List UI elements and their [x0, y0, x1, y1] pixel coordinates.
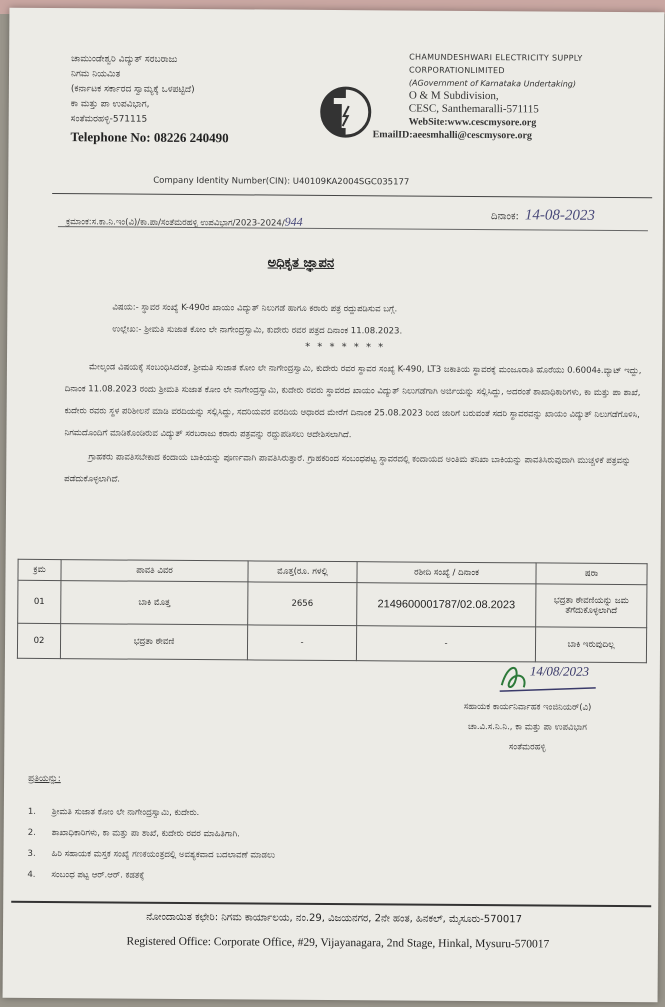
table-cell: ಭದ್ರತಾ ಠೇವಣಿ — [60, 624, 247, 660]
header-left — [71, 52, 322, 146]
govt-undertaking-kannada: (ಕರ್ನಾಟಕ ಸರ್ಕಾರದ ಸ್ವಾಮ್ಯಕ್ಕೆ ಒಳಪಟ್ಟಿದೆ) — [70, 84, 195, 96]
company-name-2: CORPORATIONLIMITED — [409, 65, 505, 76]
telephone: Telephone No: 08226 240490 — [70, 129, 229, 146]
table-header-cell: ಕ್ರಮ — [18, 559, 61, 580]
memo-title: ಅಧಿಕೃತ ಜ್ಞಾಪನ — [267, 255, 335, 271]
memo-body — [64, 356, 650, 496]
address-kannada: ಸಂತೆಮರಹಳ್ಳಿ-571115 — [70, 114, 148, 125]
letter-date: ದಿನಾಂಕ: 14-08-2023 — [490, 207, 595, 224]
table-row — [17, 623, 646, 662]
org-name-kannada: ಚಾಮುಂಡೇಶ್ವರಿ ವಿದ್ಯುತ್ ಸರಬರಾಜು — [71, 54, 178, 65]
copies-heading: ಪ್ರತಿಯನ್ನು: — [28, 773, 61, 785]
table-header-cell: ಮೊತ್ತ(ರೂ. ಗಳಲ್ಲಿ — [248, 561, 357, 583]
table-cell: - — [356, 626, 535, 662]
list-item: 4. ಸಂಬಂಧ ಪಟ್ಟ ಆರ್.ಆರ್. ಕಡತಕ್ಕೆ — [27, 869, 145, 881]
table-row — [18, 580, 647, 627]
address: CESC, Santhemaralli-571115 — [408, 102, 539, 116]
subject-block — [112, 296, 632, 344]
separator-stars: * * * * * * * — [305, 341, 386, 354]
table-cell: 2656 — [248, 582, 357, 626]
list-item: 3. ಹಿರಿ ಸಹಾಯಕ ಮಸ್ತಕ ಸಂಖ್ಯೆ ಗಣಕಯಂತ್ರದಲ್ಲಿ ಅವಶ್ಯಕವಾದ ಬದಲಾವಣೆ ಮಾಡಲು — [27, 848, 276, 861]
footer-kannada: ನೋಂದಾಯಿತ ಕಛೇರಿ: ನಿಗಮ ಕಾರ್ಯಾಲಯ, ನಂ.29, ವಿಜಯನಗರ, 2ನೇ ಹಂತ, ಹಿನಕಲ್, ಮೈಸೂರು-570017 — [146, 911, 522, 926]
signature-date: 14/08/2023 — [529, 663, 590, 679]
cesc-logo — [318, 84, 374, 140]
copies-list — [27, 802, 628, 890]
table-cell: - — [247, 625, 356, 661]
designation-line-3: ಸಂತೆಮರಹಳ್ಳಿ — [508, 742, 546, 753]
email: EmailID:aeesmhalli@cescmysore.org — [372, 129, 532, 142]
header-divider — [52, 193, 652, 198]
table-cell: ಭದ್ರತಾ ಠೇವಣಿಯನ್ನು ಜಮ ತೆಗೆದುಕೊಳ್ಳಲಾಗಿದೆ — [536, 584, 647, 628]
govt-undertaking: (AGovernment of Karnataka Undertaking) — [408, 78, 577, 89]
table-cell: ಬಾಕಿ ಇರುವುದಿಲ್ಲ — [535, 627, 646, 663]
signature — [498, 659, 598, 696]
company-identity-number: Company Identity Number(CIN): U40109KA2004SGC035177 — [153, 175, 410, 188]
company-name: CHAMUNDESHWARI ELECTRICITY SUPPLY — [409, 52, 583, 63]
payment-table — [17, 559, 648, 663]
table-header-cell: ಷರಾ — [536, 563, 647, 585]
signatory-designation — [412, 697, 642, 759]
subdivision: O & M Subdivision, — [408, 89, 499, 103]
footer-divider — [11, 901, 651, 907]
table-cell: ಬಾಕಿ ಮೊತ್ತ — [61, 581, 248, 625]
reference-line: ಉಲ್ಲೇಖ:- ಶ್ರೀಮತಿ ಸುಜಾತ ಕೋಂ ಲೇ ನಾಗೇಂದ್ರಸ್ವಾಮಿ, ಕುದೇರು ರವರ ಪತ್ರದ ದಿನಾಂಕ 11.08.2023. — [112, 324, 403, 337]
table-cell: 01 — [18, 580, 61, 623]
table-cell: 02 — [17, 623, 60, 658]
subdivision-kannada: ಕಾ ಮತ್ತು ಪಾ ಉಪವಿಭಾಗ, — [70, 99, 150, 110]
table-header-cell: ರಶೀದಿ ಸಂಖ್ಯೆ / ದಿನಾಂಕ — [357, 562, 536, 584]
table-cell: 2149600001787/02.08.2023 — [357, 583, 536, 627]
list-item: 2. ಶಾಖಾಧಿಕಾರಿಗಳು, ಕಾ ಮತ್ತು ಪಾ ಶಾಖೆ, ಕುದೇರು ರವರ ಮಾಹಿತಿಗಾಗಿ. — [27, 827, 240, 840]
org-suffix-kannada: ನಿಗಮ ನಿಯಮಿತ — [70, 69, 121, 80]
body-paragraph-1: ಮೇಲ್ಕಂಡ ವಿಷಯಕ್ಕೆ ಸಂಬಂಧಿಸಿದಂತೆ, ಶ್ರೀಮತಿ ಸುಜಾತ ಕೋಂ ಲೇ ನಾಗೇಂದ್ರಸ್ವಾಮಿ, ಕುದೇರು ರವರ ಸ್ಥಾವರ ಸಂಖ್ಯೆ K-490, LT3 ಜಕಾತಿಯ ಸ್ಥಾವರಕ್ಕೆ ಮಂಜೂರಾತಿ ಹೊರೆಯು 0.6004ಕಿ.ವ್ಯಾಟ್ ಇದ್ದು, ದಿನಾಂಕ 11.08.2023 ರಂದು ಶ್ರೀಮತಿ ಸುಜಾತ ಕೋಂ ಲೇ ನಾಗೇಂದ್ರಸ್ವಾಮಿ, ಕುದೇರು ರವರು ಸ್ಥಾವರದ ಖಾಯಂ ವಿದ್ಯುತ್ ನಿಲುಗಡೆಗಾಗಿ ಅರ್ಜಿಯನ್ನು ಸಲ್ಲಿಸಿದ್ದು, ಅದರಂತೆ ಶಾಖಾಧಿಕಾರಿಗಳು, ಕಾ ಮತ್ತು ಪಾ ಶಾಖೆ, ಕುದೇರು ರವರು ಸ್ಥಳ ಪರಿಶೀಲನೆ ಮಾಡಿ ವರದಿಯನ್ನು ಸಲ್ಲಿಸಿದ್ದು, ಸದರಿಯವರ ವರದಿಯ ಆಧಾರದ ಮೇರೆಗೆ ದಿನಾಂಕ 25.08.2023 ರಿಂದ ಜಾರಿಗೆ ಬರುವಂತೆ ಸದರಿ ಸ್ಥಾವರವನ್ನು ಖಾಯಂ ವಿದ್ಯುತ್ ನಿಲುಗಡೆಗೊಳಿಸಿ, ನಿಗಮದೊಂದಿಗೆ ಮಾಡಿಕೊಂಡಿರುವ ವಿದ್ಯುತ್ ಸರಬರಾಜು ಕರಾರು ಪತ್ರವನ್ನು ರದ್ದುಪಡಿಸಲು ಆದೇಶಿಸಲಾಗಿದೆ. — [64, 362, 642, 441]
designation-line-1: ಸಹಾಯಕ ಕಾರ್ಯನಿರ್ವಾಹಕ ಇಂಜಿನಿಯರ್(ವಿ) — [463, 701, 592, 713]
letter-sheet — [3, 8, 665, 1003]
table-header-cell: ಪಾವತಿ ವಿವರ — [61, 560, 248, 582]
reference-number: ಕ್ರಮಾಂಕ:ಸ.ಕಾ.ನಿ.ಇಂ(ವಿ)/ಕಾ.ಪಾ/ಸಂತೆಮರಹಳ್ಳಿ ಉಪವಿಭಾಗ/2023-2024/944 — [65, 214, 303, 229]
list-item: 1. ಶ್ರೀಮತಿ ಸುಜಾತ ಕೋಂ ಲೇ ನಾಗೇಂದ್ರಸ್ವಾಮಿ, ಕುದೇರು. — [27, 806, 200, 819]
footer-english: Registered Office: Corporate Office, #29, Vijayanagara, 2nd Stage, Hinkal, Mysuru-570017 — [126, 935, 550, 951]
subject-line: ವಿಷಯ:- ಸ್ಥಾವರ ಸಂಖ್ಯೆ K-490ರ ಖಾಯಂ ವಿದ್ಯುತ್ ನಿಲುಗಡೆ ಹಾಗೂ ಕರಾರು ಪತ್ರ ರದ್ದುಪಡಿಸುವ ಬಗ್ಗೆ. — [112, 302, 398, 315]
header-right — [372, 51, 635, 144]
designation-line-2: ಚಾ.ವಿ.ಸ.ನಿ.ನಿ., ಕಾ ಮತ್ತು ಪಾ ಉಪವಿಭಾಗ — [468, 721, 587, 733]
body-paragraph-2: ಗ್ರಾಹಕರು ಪಾವತಿಸಬೇಕಾದ ಕಂದಾಯ ಬಾಕಿಯನ್ನು ಪೂರ್ಣವಾಗಿ ಪಾವತಿಸಿರುತ್ತಾರೆ. ಗ್ರಾಹಕರಿಂದ ಸಂಬಂಧಪಟ್ಟ ಸ್ಥಾವರದಲ್ಲಿ ಕಂದಾಯದ ಅಂತಿಮ ತನಿಖಾ ಬಾಕಿಯನ್ನು ಪಾವತಿಸಿರುವುದಾಗಿ ಮುಚ್ಚಳಿಕೆ ಪತ್ರವನ್ನು ಪಡೆದುಕೊಳ್ಳಲಾಗಿದೆ. — [64, 452, 631, 485]
website: WebSite:www.cescmysore.org — [408, 116, 537, 129]
